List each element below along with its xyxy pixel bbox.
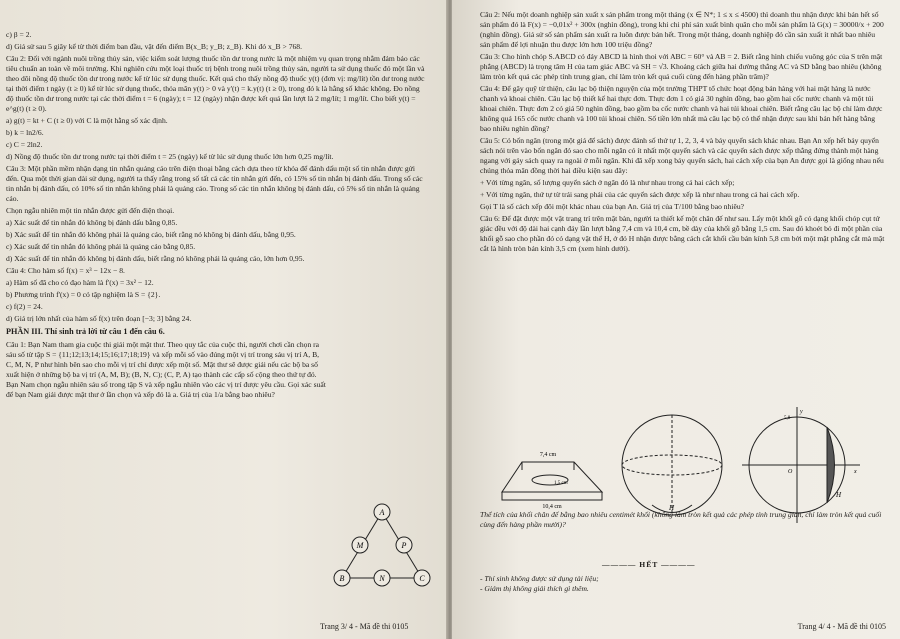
option: d) Nồng độ thuốc tồn dư trong nước tại thời điểm t = 25 (ngày) kể từ lúc sử dụng thuốc lớn hơn 0,25 mg/lít. [6,152,334,162]
option: c) Xác suất để tin nhắn đó không phải là quảng cáo bằng 0,85. [6,242,196,252]
option: a) g(t) = kt + C (t ≥ 0) với C là một hằng số xác định. [6,116,168,126]
origin-label: O [788,469,793,475]
note: - Thí sinh không được sử dụng tài liệu; [480,574,599,583]
question-4: Câu 4: Cho hàm số f(x) = x³ − 12x − 8. [6,266,125,276]
page-3 [0,0,448,639]
option: c) C = 2ln2. [6,140,43,150]
end-label: HẾT [639,560,659,569]
bottom-edge-label: 10,4 cm [542,504,562,510]
node-label: A [379,508,385,517]
end-marker: ———— HẾT ———— [602,560,696,569]
option: a) Xác suất để tin nhắn đó không bị đánh dấu bằng 0,85. [6,218,178,228]
thickness-label: 1,5 cm [554,481,568,486]
question-2: Câu 2: Đối với ngành nuôi trồng thủy sản, việc kiểm soát lượng thuốc tồn dư trong nước là một nhiệm vụ quan trọng nhằm đảm bảo các tiêu chuẩn an toàn về môi trường. Khi nghiên cứu một loại thuốc trị bệnh trong nuôi trồng thủy sản, người ta sử dụng thuốc đó một lần và theo dõi nồng độ thuốc tồn dư trong nước kể từ lúc sử dụng thuốc. Kết quả cho thấy nồng độ thuốc y(t) (đơn vị: mg/lít) tồn dư trong nước tại thời điểm t ngày (t ≥ 0) kể từ lúc sử dụng thuốc, thỏa mãn y(t) > 0 và y'(t) = k.y(t) (t ≥ 0), trong đó k là hằng số khác không. Đo nồng độ thuốc tồn dư trong nước tại các thời điểm t = 6 (ngày); t = 12 (ngày) nhận được kết quả lần lượt là 2 mg/lít; 1 mg/lít. Cho biết y(t) = e^g(t) (t ≥ 0). [6,54,425,114]
section-heading: PHẦN III. Thí sinh trả lời từ câu 1 đến câu 6. [6,327,165,337]
option: d) Xác suất để tin nhắn đó không bị đánh dấu, biết rằng nó không phải là quảng cáo, lớn hơn 0,95. [6,254,305,264]
option: a) Hàm số đã cho có đạo hàm là f'(x) = 3x² − 12. [6,278,154,288]
option: b) Phương trình f'(x) = 0 có tập nghiệm là S = {2}. [6,290,161,300]
page-footer: Trang 3/ 4 - Mã đề thi 0105 [320,622,409,632]
question-3: Câu 3: Cho hình chóp S.ABCD có đáy ABCD là hình thoi với ABC = 60° và AB = 2. Biết rằng hình chiếu vuông góc của S trên mặt phẳng (ABCD) là trọng tâm H của tam giác ABC và SH = √3. Khoảng cách giữa hai đường thẳng AC và SD bằng bao nhiêu (không làm tròn kết quả các phép tính trung gian, chỉ làm tròn kết quả cuối cùng đến hàng phần trăm)? [480,52,883,82]
triangle-figure [330,500,434,590]
option: b) Xác suất để tin nhắn đó không phải là quảng cáo, biết rằng nó không bị đánh dấu, bằng 0,95. [6,230,296,240]
option: b) k = ln2/6. [6,128,44,138]
page-4 [452,0,900,639]
condition: + Với từng ngăn, số lượng quyển sách ở ngăn đó là như nhau trong cả hai cách xếp; [480,178,735,188]
note: - Giám thị không giải thích gì thêm. [480,584,589,593]
option: d) Giá trị lớn nhất của hàm số f(x) trên đoạn [−3; 3] bằng 24. [6,314,192,324]
line: d) Giả sử sau 5 giây kể từ thời điểm ban đầu, vật đến điểm B(x_B; y_B; z_B). Khi đó x_B > 768. [6,42,302,52]
page-footer: Trang 4/ 4 - Mã đề thi 0105 [797,622,886,632]
question-5: Câu 5: Có bốn ngăn (trong một giá để sách) được đánh số thứ tự 1, 2, 3, 4 và bảy quyển sách khác nhau. Bạn An xếp hết bảy quyển sách nói trên vào bốn ngăn đó sao cho mỗi ngăn có ít nhất một quyển sách và các quyển sách được xếp thẳng đứng thành một hàng ngang với gáy sách quay ra ngoài ở mỗi ngăn. Khi đã xếp xong bảy quyển sách, hai cách xếp của bạn An được gọi là giống nhau nếu chúng thỏa mãn đồng thời hai điều kiện sau đây: [480,136,884,176]
x-axis-label: x [854,469,857,475]
line: c) β = 2. [6,30,32,39]
frustum-figure [492,440,612,510]
radius-label: 5,8 [784,416,791,421]
question-4: Câu 4: Để gây quỹ từ thiện, câu lạc bộ thiện nguyện của một trường THPT tổ chức hoạt động bán hàng với hai mặt hàng là nước chanh và khoai chiên. Câu lạc bộ thiết kế hai thực đơn. Thực đơn 1 có giá 30 nghìn đồng, bao gồm hai cốc nước chanh và một túi khoai chiên. Thực đơn 2 có giá 50 nghìn đồng, bao gồm ba cốc nước chanh và hai túi khoai chiên. Biết rằng câu lạc bộ chỉ làm được không quá 165 cốc nước chanh và 100 túi khoai chiên. Số tiền lớn nhất mà câu lạc bộ có thể nhận được sau khi bán hết hàng bằng bao nhiêu nghìn đồng? [480,84,883,134]
node-label: B [339,574,345,583]
line: Gọi T là số cách xếp đôi một khác nhau của bạn An. Giá trị của T/100 bằng bao nhiêu? [480,202,745,212]
node-label: M [356,541,364,550]
question-3: Câu 3: Một phần mềm nhận dạng tin nhắn quảng cáo trên điện thoại bằng cách dựa theo từ khóa để đánh dấu một số tin nhắn được gửi đến. Qua một thời gian dài sử dụng, người ta thấy rằng trong số tất cả các tin nhắn gửi đến, có 15% số tin nhắn bị đánh dấu. Trong số các tin nhắn bị đánh dấu, có 10% số tin nhắn không phải là quảng cáo. Trong số các tin nhắn không bị đánh dấu, có 5% số tin nhắn là quảng cáo. [6,164,423,204]
solid-h-label: H [669,504,675,512]
coordinate-figure [742,405,862,525]
node-label: N [379,574,385,583]
solid-h-label: H [836,491,842,499]
question-6: Câu 6: Để đặt được một vật trang trí trên mặt bàn, người ta thiết kế một chân đế như sau. Lấy một khối gỗ có dạng khối chóp cụt tứ giác đều với độ dài hai cạnh đáy lần lượt bằng 7,4 cm và 10,4 cm, bề dày của khối gỗ bằng 1,5 cm. Sau đó khoét bỏ đi một phần của khối gỗ sao cho phần đó có dạng vật thể H, ở đó H nhận được bằng cách cắt khối cầu bán kính 5,8 cm bởi một mặt phẳng cắt mà mặt cắt là hình tròn bán kính 3,5 cm (xem hình dưới). [480,214,885,254]
question-6-ask: Thể tích của khối chân đế bằng bao nhiêu centimét khối (không làm tròn kết quả các phép tính trung gian, chỉ làm tròn kết quả cuối cùng đến hàng phần mười)? [480,510,882,530]
sphere-cut-figure [617,410,727,525]
top-edge-label: 7,4 cm [539,452,557,458]
line: Chọn ngẫu nhiên một tin nhắn được gửi đến điện thoại. [6,206,175,216]
node-label: P [401,541,407,550]
question-1-part3: Câu 1: Bạn Nam tham gia cuộc thi giải một mật thư. Theo quy tắc của cuộc thi, người chơi cần chọn ra sáu số từ tập S = {11;12;13;14;15;16;17;18;19} và xếp mỗi số vào đúng một vị trí trong sáu vị trí A, B, C, M, N, P như hình bên sao cho mỗi vị trí chỉ được xếp một số. Mật thư sẽ được giải nếu các bộ ba số xuất hiện ở những bộ ba vị trí (A, M, B); (B, N, C); (C, P, A) tạo thành các cấp số cộng theo thứ tự đó. Bạn Nam chọn ngẫu nhiên sáu số trong tập S và xếp ngẫu nhiên vào các vị trí được yêu cầu. Gọi xác suất để bạn Nam giải được mật thư ở lần chọn và xếp đó là a. Giá trị của 1/a bằng bao nhiêu? [6,340,326,400]
condition: + Với từng ngăn, thứ tự từ trái sang phải của các quyển sách được xếp là như nhau trong cả hai cách xếp. [480,190,800,200]
node-label: C [419,574,425,583]
option: c) f(2) = 24. [6,302,43,312]
y-axis-label: y [800,409,803,415]
question-2: Câu 2: Nếu một doanh nghiệp sản xuất x sản phẩm trong một tháng (x ∈ N*; 1 ≤ x ≤ 4500) thì doanh thu nhận được khi bán hết số sản phẩm đó là F(x) = −0,01x² + 300x (nghìn đồng), trong khi chi phí sản xuất bình quân cho mỗi sản phẩm là G(x) = 30000/x + 200 (nghìn đồng). Giả sử số sản phẩm sản xuất ra luôn được bán hết. Trong một tháng, doanh nghiệp đó cần sản xuất ít nhất bao nhiêu sản phẩm để lợi nhuận thu được lớn hơn 100 triệu đồng? [480,10,884,50]
